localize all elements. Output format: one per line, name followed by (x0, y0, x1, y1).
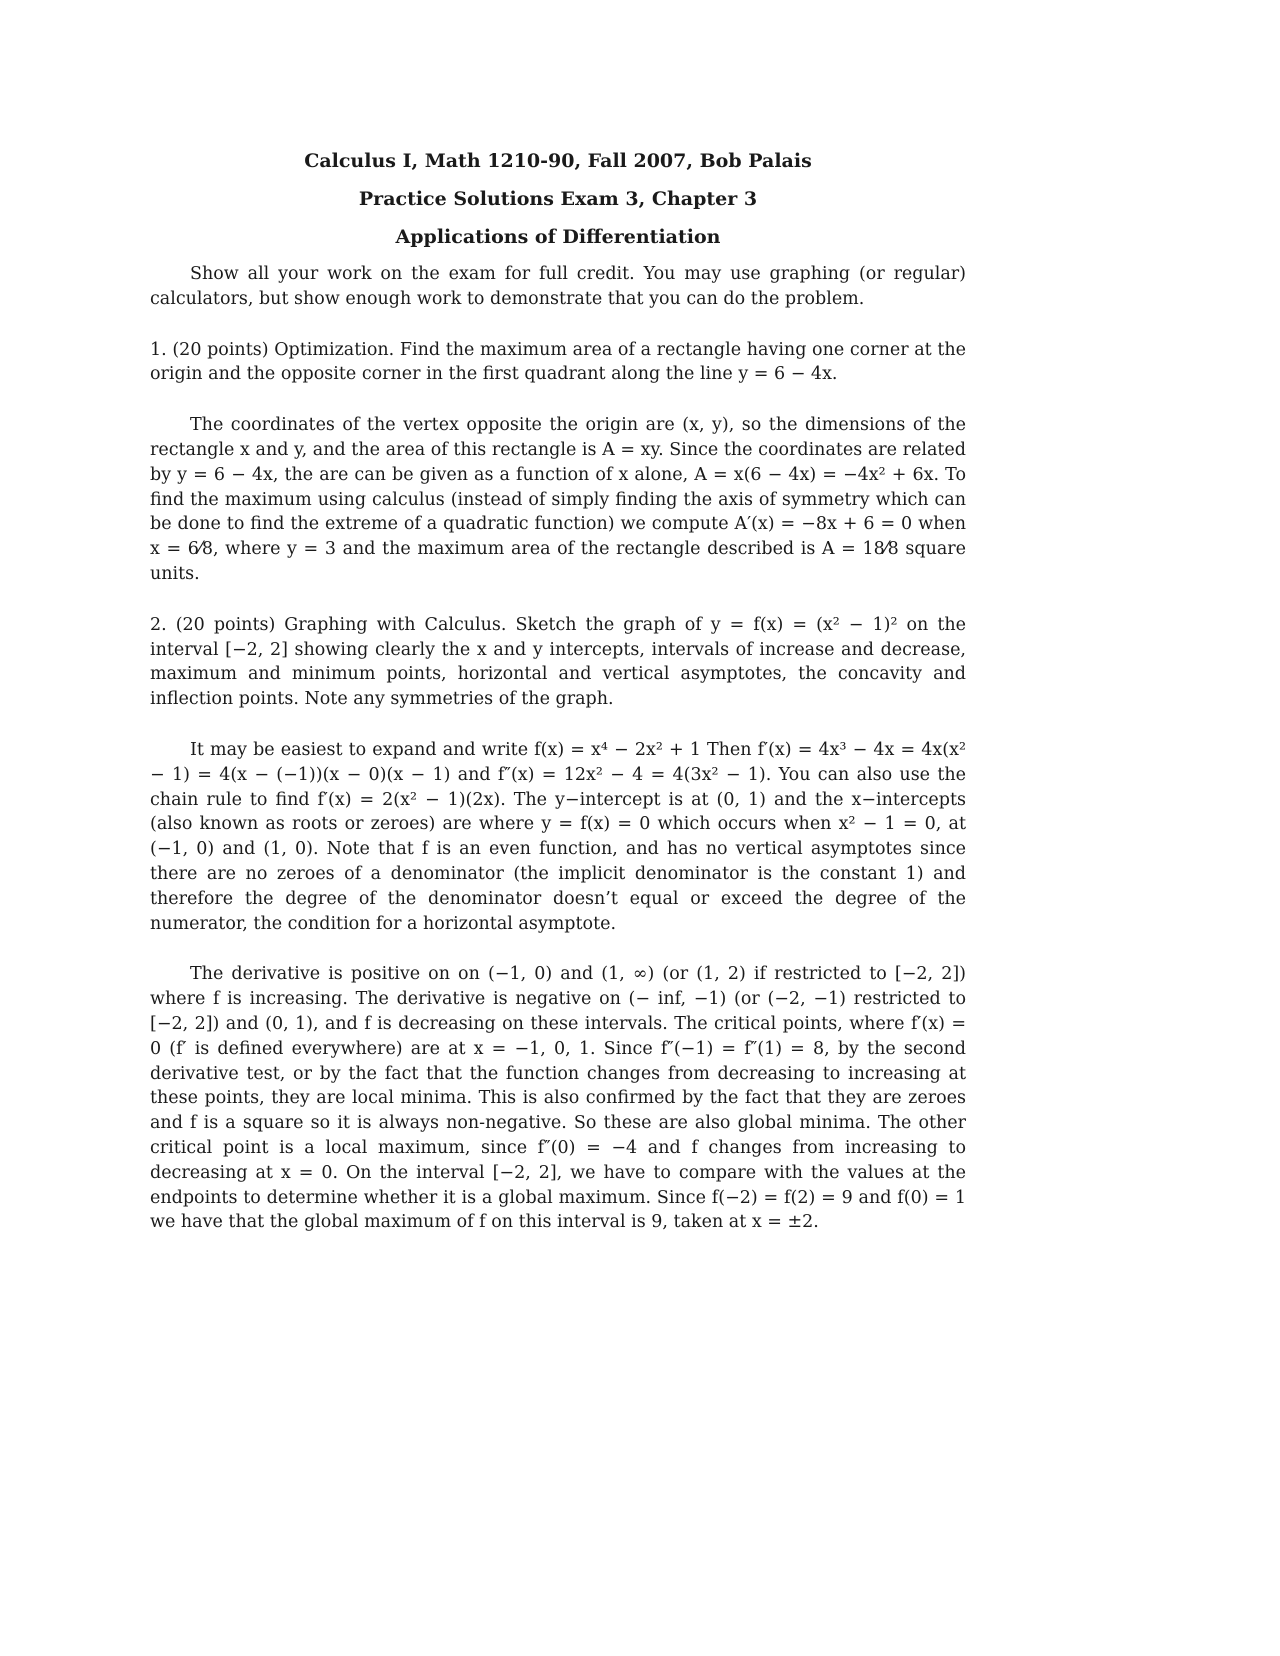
problem-2-solution-part-2: The derivative is positive on on (−1, 0) and (1, ∞) (or (1, 2) if restricted to [−2, 2]) where f is increasing. The derivative is negative on (− inf, −1) (or (−2, −1) restricted to [−2, 2]) and (0, 1), and f is decreasing on these intervals. The critical points, where f′(x) = 0 (f′ is defined everywhere) are at x = −1, 0, 1. Since f″(−1) = f″(1) = 8, by the second derivative test, or by the fact that the function changes from decreasing to increasing at these points, they are local minima. This is also confirmed by the fact that they are zeroes and f is a square so it is always non-negative. So these are also global minima. The other critical point is a local maximum, since f″(0) = −4 and f changes from increasing to decreasing at x = 0. On the interval [−2, 2], we have to compare with the values at the endpoints to determine whether it is a global maximum. Since f(−2) = f(2) = 9 and f(0) = 1 we have that the global maximum of f on this interval is 9, taken at x = ±2. (150, 964, 966, 1233)
problem-2-solution-part-1: It may be easiest to expand and write f(x) = x⁴ − 2x² + 1 Then f′(x) = 4x³ − 4x = 4x(x² − 1) = 4(x − (−1))(x − 0)(x − 1) and f″(x) = 12x² − 4 = 4(3x² − 1). You can also use the chain rule to find f′(x) = 2(x² − 1)(2x). The y−intercept is at (0, 1) and the x−intercepts (also known as roots or zeroes) are where y = f(x) = 0 which occurs when x² − 1 = 0, at (−1, 0) and (1, 0). Note that f is an even function, and has no vertical asymptotes since there are no zeroes of a denominator (the implicit denominator is the constant 1) and therefore the degree of the denominator doesn’t equal or exceed the degree of the numerator, the condition for a horizontal asymptote. (150, 739, 966, 934)
instructions: Show all your work on the exam for full credit. You may use graphing (or regular) calculators, but show enough work to demonstrate that you can do the problem. (150, 264, 966, 309)
problem-1-solution: The coordinates of the vertex opposite the origin are (x, y), so the dimensions of the rectangle x and y, and the area of this rectangle is A = xy. Since the coordinates are related by y = 6 − 4x, the are can be given as a function of x alone, A = x(6 − 4x) = −4x² + 6x. To find the maximum using calculus (instead of simply finding the axis of symmetry which can be done to find the extreme of a quadratic function) we compute A′(x) = −8x + 6 = 0 when x = 6⁄8, where y = 3 and the maximum area of the rectangle described is A = 18⁄8 square units. (150, 415, 966, 584)
exam-title: Practice Solutions Exam 3, Chapter 3 (358, 188, 758, 210)
course-title: Calculus I, Math 1210-90, Fall 2007, Bob Palais (304, 150, 812, 172)
chapter-title: Applications of Differentiation (395, 226, 721, 248)
problem-1-statement: 1. (20 points) Optimization. Find the maximum area of a rectangle having one corner at the origin and the opposite corner in the first quadrant along the line y = 6 − 4x. (150, 339, 966, 385)
document-page (150, 148, 966, 1235)
problem-2-statement: 2. (20 points) Graphing with Calculus. Sketch the graph of y = f(x) = (x² − 1)² on the interval [−2, 2] showing clearly the x and y intercepts, intervals of increase and decrease, maximum and minimum points, horizontal and vertical asymptotes, the concavity and inflection points. Note any symmetries of the graph. (150, 614, 966, 710)
